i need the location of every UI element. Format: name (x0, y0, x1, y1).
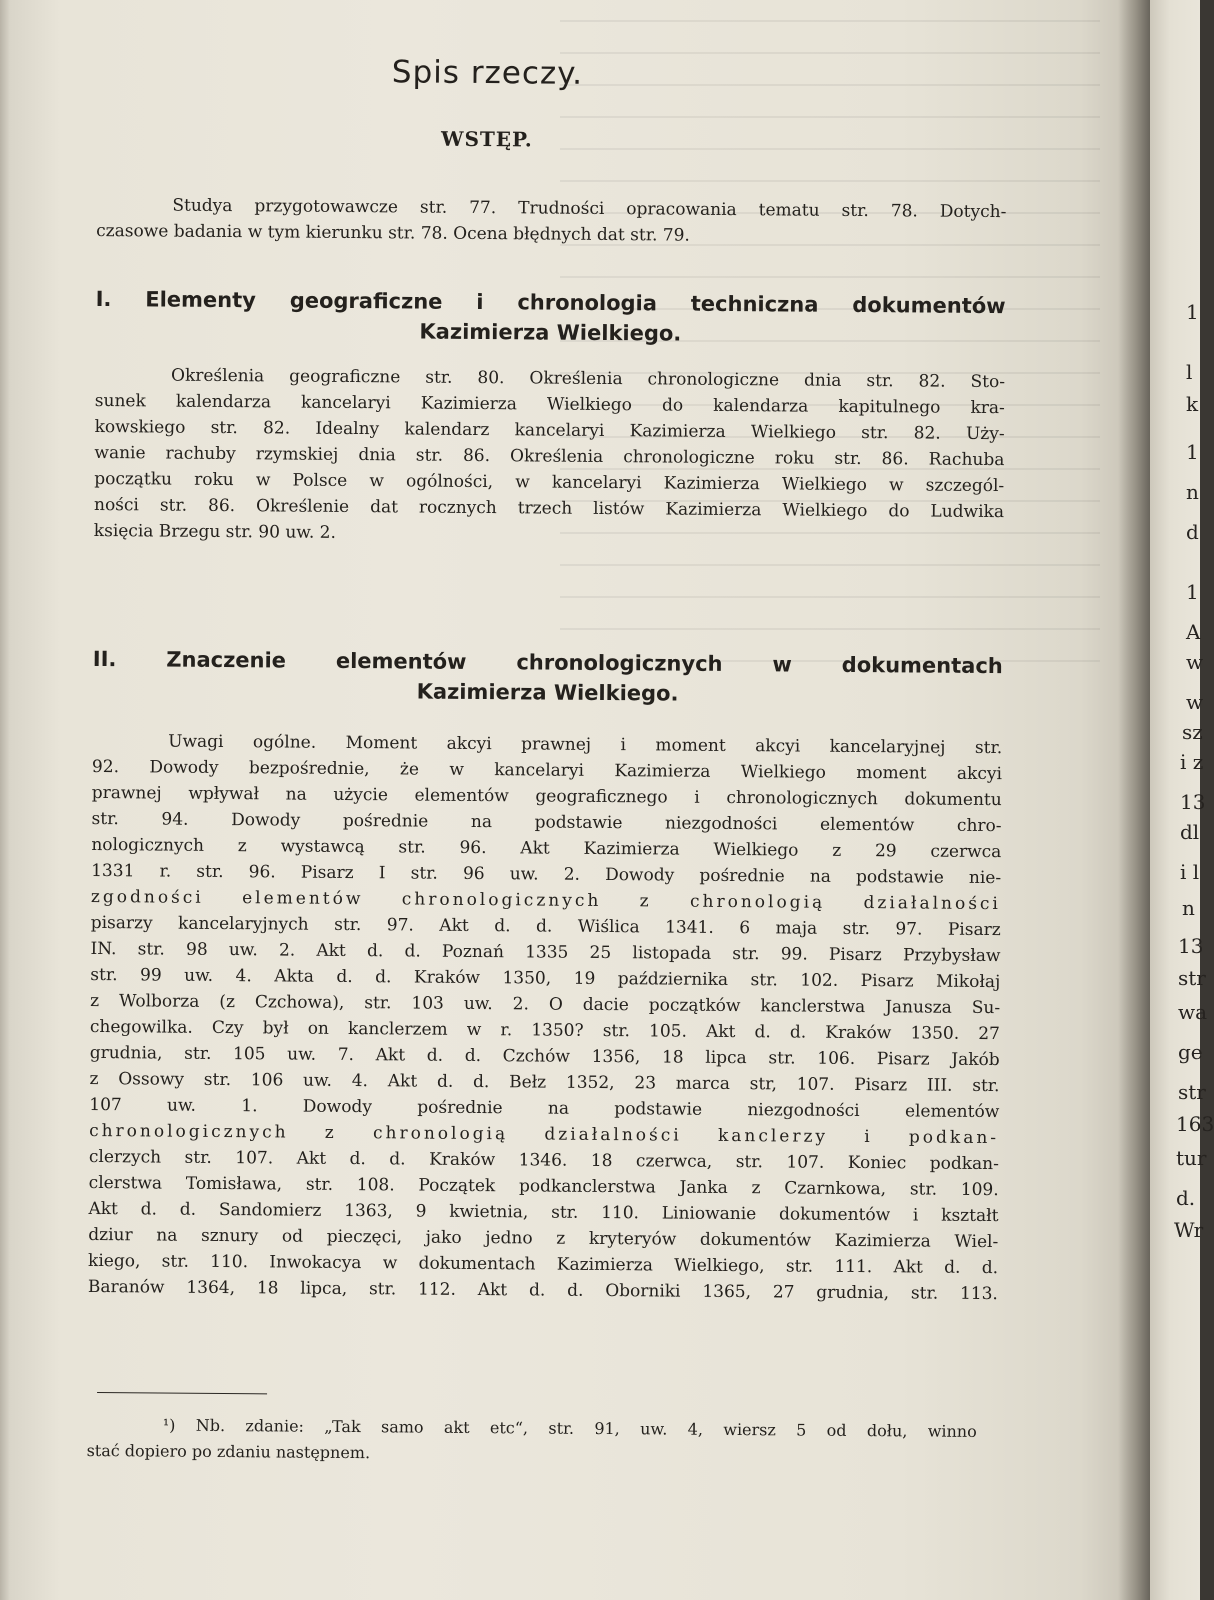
section-2-paragraph (88, 728, 1002, 1307)
text-line: clerzych str. 107. Akt d. d. Kraków 1346. 18 czerwca, str. 107. Koniec podkan- (88, 1146, 999, 1175)
edge-text: 13 (1178, 934, 1204, 958)
text-line: Uwagi ogólne. Moment akcyi prawnej i moment akcyi kancelaryjnej str. (168, 731, 1003, 759)
edge-text: k (1186, 392, 1199, 416)
edge-text: wa (1178, 1000, 1208, 1024)
edge-text: 163 (1176, 1112, 1214, 1136)
facing-page-edge (1150, 0, 1214, 1600)
edge-text: str (1178, 1080, 1206, 1104)
text-line: chegowilka. Czy był on kanclerzem w r. 1350? str. 105. Akt d. d. Kraków 1350. 27 (89, 1016, 1000, 1045)
edge-text: str (1178, 966, 1206, 990)
text-line: czasowe badania w tym kierunku str. 78. Ocena błędnych dat str. 79. (96, 220, 690, 246)
heading-line: I. Elementy geograficzne i chronologia techniczna dokumentów (95, 286, 1006, 319)
edge-text: n (1182, 896, 1195, 920)
edge-text: ge (1178, 1040, 1203, 1064)
text-line: 1331 r. str. 96. Pisarz I str. 96 uw. 2. Dowody pośrednie na podstawie nie- (91, 860, 1002, 889)
heading-line: Kazimierza Wielkiego. (419, 319, 682, 346)
edge-text: Wr (1174, 1218, 1204, 1242)
text-line: IN. str. 98 uw. 2. Akt d. d. Poznań 1335 25 listopada str. 99. Pisarz Przybysław (90, 938, 1001, 967)
text-line: str. 99 uw. 4. Akta d. d. Kraków 1350, 19 października str. 102. Pisarz Mikołaj (90, 964, 1001, 993)
text-line: początku roku w Polsce w ogólności, w kancelaryi Kazimierza Wielkiego w szczegól- (94, 468, 1005, 497)
footnote-line: ¹) Nb. zdanie: „Tak samo akt etc“, str. 91, uw. 4, wiersz 5 od dołu, winno (162, 1415, 977, 1441)
footnote-line: stać dopiero po zdaniu następnem. (86, 1440, 371, 1463)
heading-line: II. Znaczenie elementów chronologicznych w dokumentach (92, 646, 1003, 679)
text-line: dziur na sznury od pieczęci, jako jedno z kryteryów dokumentów Kazimierza Wiel- (88, 1224, 999, 1253)
text-line: grudnia, str. 105 uw. 7. Akt d. d. Czchów 1356, 18 lipca str. 106. Pisarz Jakób (89, 1042, 1000, 1071)
section-1-paragraph (94, 362, 1005, 551)
edge-text: n (1186, 480, 1199, 504)
edge-text: w (1186, 650, 1204, 674)
heading-line: Kazimierza Wielkiego. (416, 679, 679, 706)
edge-text: 1 (1186, 440, 1199, 464)
edge-text: 13 (1180, 790, 1206, 814)
text-line: zgodności elementów chronologicznych z chronologią działalności (90, 886, 1002, 915)
edge-text: sz (1182, 720, 1203, 744)
edge-text: tur (1176, 1146, 1207, 1170)
page-title: Spis rzeczy. (391, 54, 584, 92)
edge-text: i z (1180, 750, 1204, 774)
text-line: nologicznych z wystawcą str. 96. Akt Kazimierza Wielkiego z 29 czerwca (91, 834, 1002, 863)
intro-heading: WSTĘP. (440, 126, 533, 152)
text-line: Studya przygotowawcze str. 77. Trudności opracowania tematu str. 78. Dotych- (172, 195, 1007, 223)
text-line: pisarzy kancelaryjnych str. 97. Akt d. d. Wiślica 1341. 6 maja str. 97. Pisarz (90, 912, 1001, 941)
section-2-heading (92, 644, 1002, 711)
text-line: Określenia geograficzne str. 80. Określenia chronologiczne dnia str. 82. Sto- (170, 365, 1006, 393)
edge-text: i l (1180, 860, 1200, 884)
text-line: księcia Brzegu str. 90 uw. 2. (93, 520, 336, 543)
edge-text: dl (1180, 820, 1200, 844)
text-line: ności str. 86. Określenie dat rocznych trzech listów Kazimierza Wielkiego do Ludwika (93, 494, 1005, 523)
text-line: prawnej wpływał na użycie elementów geograficznego i chronologicznych dokumentu (91, 782, 1002, 811)
edge-text: A (1186, 620, 1201, 644)
text-line: str. 94. Dowody pośrednie na podstawie niezgodności elementów chro- (91, 808, 1002, 837)
page-content (86, 0, 1008, 1463)
text-line: z Wolborza (z Czchowa), str. 103 uw. 2. O dacie początków kanclerstwa Janusza Su- (90, 990, 1001, 1019)
text-line: 92. Dowody bezpośrednie, że w kancelaryi Kazimierza Wielkiego moment akcyi (91, 756, 1003, 785)
text-line: Baranów 1364, 18 lipca, str. 112. Akt d. d. Oborniki 1365, 27 grudnia, str. 113. (87, 1276, 998, 1305)
footnote-rule (97, 1392, 267, 1394)
text-line: wanie rachuby rzymskiej dnia str. 86. Określenia chronologiczne roku str. 86. Rachuba (94, 442, 1005, 471)
text-line: clerstwa Tomisława, str. 108. Początek podkanclerstwa Janka z Czarnkowa, str. 109. (88, 1172, 999, 1201)
edge-text: d. (1176, 1186, 1196, 1210)
text-line: chronologicznych z chronologią działalności kanclerzy i podkan- (89, 1120, 1000, 1149)
intro-paragraph (96, 192, 1006, 251)
text-line: 107 uw. 1. Dowody pośrednie na podstawie niezgodności elementów (89, 1094, 1000, 1123)
book-gutter (1118, 0, 1150, 1600)
edge-text: 1 (1186, 300, 1199, 324)
footnote (87, 1412, 977, 1471)
edge-text: d (1186, 520, 1199, 544)
text-line: kowskiego str. 82. Idealny kalendarz kancelaryi Kazimierza Wielkiego str. 82. Uży- (94, 416, 1005, 445)
text-line: z Ossowy str. 106 uw. 4. Akt d. d. Bełz 1352, 23 marca str, 107. Pisarz III. str. (89, 1068, 1000, 1097)
text-line: sunek kalendarza kancelaryi Kazimierza Wielkiego do kalendarza kapitulnego kra- (94, 390, 1005, 419)
edge-text: 1 (1186, 580, 1199, 604)
edge-text: l (1186, 360, 1193, 384)
section-1-heading (95, 284, 1005, 351)
edge-text: w (1186, 690, 1204, 714)
text-line: kiego, str. 110. Inwokacya w dokumentach Kazimierza Wielkiego, str. 111. Akt d. d. (88, 1250, 999, 1279)
text-line: Akt d. d. Sandomierz 1363, 9 kwietnia, str. 110. Liniowanie dokumentów i kształt (88, 1198, 999, 1227)
